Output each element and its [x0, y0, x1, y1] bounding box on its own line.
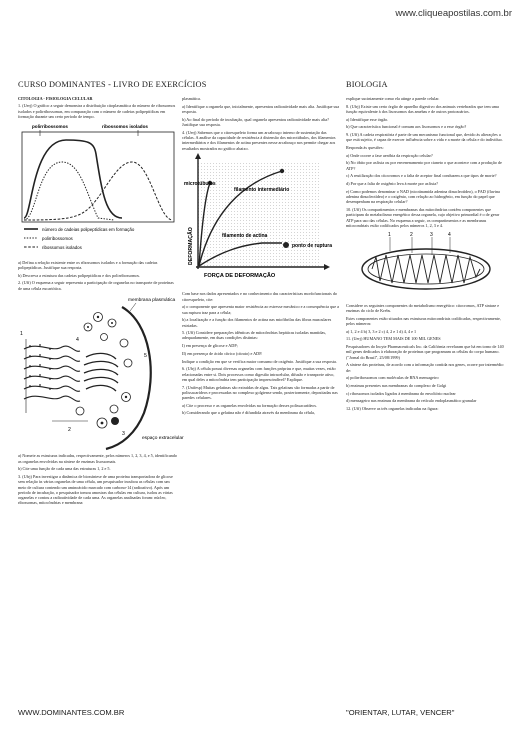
column-3	[346, 96, 506, 414]
label-microtubulos: microtúbulos	[184, 181, 216, 188]
q10-text: 10. (Uff) Os compartimentos e membranas das mitocôndrias contêm componentes que participam do metabolismo energético dessa organela, cujo objetivo primordial é o de gerar ATP para uso das células. No esquema a seguir, os compartimentos e as membranas mitocondriais estão codificados pelos números 1, 2, 3 e 4.	[346, 207, 500, 228]
page-header-right: BIOLOGIA	[346, 80, 388, 89]
q5-i: I) em presença de glicose e ADP;	[182, 343, 238, 349]
legend-cadeias: número de cadeias polipeptídicas em formação	[42, 226, 135, 232]
q9-d: d) Por que a falta de oxigênio leva à morte por asfixia?	[346, 181, 438, 187]
membrana-externa	[362, 249, 490, 289]
y-axis-label: DEFORMAÇÃO	[188, 227, 194, 266]
fig-number-1: 1	[20, 331, 23, 338]
footer-right: "ORIENTAR, LUTAR, VENCER"	[346, 708, 455, 717]
q3-cont: plasmática.	[182, 96, 201, 101]
q9-a: a) Onde ocorre a fase aeróbia da respiração celular?	[346, 152, 433, 158]
q7-text: 7. (Unifesp) Muitas gelatinas são extraídas de algas. Tais gelatinas são formadas a partir de polissacarídeos e processadas no complexo golgiense sendo, posteriormente, depositadas nas paredes celulares.	[182, 384, 338, 401]
q7-cont: explique sucintamente como ela atinge a parede celular.	[346, 96, 440, 101]
q1-b: b) Descreva a estrutura das cadeias polipeptídicas e dos polirribossomos.	[18, 272, 141, 278]
label-filamento-actina: filamento de actina	[222, 233, 268, 240]
q4-intro: Com base nos dados apresentados e no conhecimento das características morfofuncionais do citoesqueleto, cite:	[182, 291, 338, 302]
q1-graph	[18, 122, 178, 258]
fig-number-4: 4	[448, 231, 451, 238]
q1-a: a) Defina a relação existente entre os ribossomos isolados e a formação das cadeias polipeptídicas. Justifique sua resposta.	[18, 259, 158, 270]
q12-text: 12. (Uff) Observe as três organelas indicadas na figura:	[346, 405, 439, 411]
reticulo	[24, 346, 80, 401]
q4-b: b) a localização e a função dos filamentos de actina nas miofibrilas das fibras musculares estriadas.	[182, 317, 332, 328]
q5-ii: II) em presença de ácido cítrico (citrato) e ADP.	[182, 350, 263, 356]
q4-text: 4. (Uerj) Sabemos que o citoesqueleto forma um arcabouço interno de sustentação das células. A análise da capacidade de resistência à distensão dos microtúbulos, dos filamentos intermediários e dos filamentos de actina presentes nesse arcabouço nos permite chegar aos resultados mostrados no gráfico abaixo.	[182, 129, 336, 151]
q7-b: b) Considerando que a gelatina não é difundida através da membrana da célula,	[182, 410, 315, 416]
label-filamento-intermediario: filamento intermediário	[234, 187, 290, 194]
fig-number-4: 4	[76, 337, 79, 344]
label-polirribossomos: polirribossomos	[32, 123, 68, 129]
section-title: CITOLOGIA - FISIOLOGIA CELULAR	[18, 96, 93, 101]
column-2	[182, 96, 340, 418]
q10-cons: Considere os seguintes componentes do metabolismo energético: citocromos, ATP sintase e enzimas do ciclo de Krebs.	[346, 302, 500, 313]
q11-title: 11. (Uerj) HUMANO TEM MAIS DE 100 MIL GENES	[346, 336, 441, 342]
graph-frame	[22, 132, 174, 222]
label-ponto-ruptura: ponto de ruptura	[292, 243, 332, 250]
fig-number-1: 1	[388, 231, 391, 238]
fig-number-5: 5	[144, 353, 147, 360]
q11-d: d) mensageiro nas enzimas da membrana do retículo endoplasmático granular	[346, 398, 477, 404]
label-membrana: membrana plasmática	[128, 298, 176, 304]
q3-a: a) Identifique a organela que, inicialmente, apresentou radioatividade mais alta. Justifique sua resposta.	[182, 103, 340, 114]
legend-polirribossomos: polirribossomos	[42, 235, 73, 241]
vesicles	[76, 313, 132, 429]
q8-b: b) Que característica funcional é comum aos lisossomos e a esse órgão?	[346, 124, 467, 130]
x-axis-label: FORÇA DE DEFORMAÇÃO	[204, 273, 276, 280]
legend-ribossomos: ribossomos isolados	[42, 244, 82, 250]
q10-options: a) 1, 2 e 4 b) 3, 3 e 2 c) 4, 2 e 1 d) 4, 4 e 1	[346, 328, 417, 334]
q11-sintese: A síntese das proteínas, de acordo com a informação contida nos genes, ocorre por intermédio de:	[346, 362, 504, 373]
q3-b: b) Ao final do período de incubação, qual organela apresentou radioatividade mais alta? Justifique sua resposta.	[182, 116, 330, 127]
cristas	[372, 255, 480, 283]
q10-mitochondrion-figure	[346, 231, 506, 301]
q2-cell-figure	[18, 293, 184, 451]
q9-resp: Responda às questões:	[346, 145, 384, 151]
fig-number-3: 3	[430, 231, 433, 238]
q3-text: 3. (Ufrj) Para investigar a dinâmica de biossíntese de uma proteína transportadora de glicose sem relação às várias organelas de uma célula, um pesquisador incubou as células com um meio de cultura contendo um aminoácido marcado com carbono-14 (radioativo). Após um período de incubação, o pesquisador tomou amostras das células em cultura, isolou as várias organelas e contou a radioatividade de cada uma. As organelas analisadas foram: núcleo, ribossomas, mitocôndrias e membrana	[18, 473, 173, 506]
column-1	[18, 96, 184, 508]
fig-number-2: 2	[68, 427, 71, 434]
q4-a: a) o componente que apresenta maior resistência ao estresse mecânico e a consequência que a sua ruptura traz para a célula;	[182, 304, 339, 315]
q11-a: a) polirribossomos com moléculas de RNA mensageiro	[346, 375, 439, 381]
q2-b: b) Cite uma função de cada uma das estruturas 1, 2 e 5.	[18, 466, 111, 472]
curve-cadeias	[24, 140, 122, 218]
q1-text: 1. (Uerj) O gráfico a seguir demonstra a distribuição citoplasmática do número de ribossomos isolados e polirribossomas, em comparação com o número de cadeias polipeptídicas em formação durante um certo período de tempo.	[18, 103, 176, 119]
q7-a: a) Cite o processo e as organelas envolvidas na formação desses polissacarídeos.	[182, 402, 318, 408]
q11-c: c) ribossomos isolados ligados à membrana do envoltório nuclear	[346, 390, 456, 396]
q11-text: Pesquisadores do Incyte Pharmaceuticals Inc. da Califórnia revelaram que há em torno de 140 mil genes dedicados à elaboração de proteínas que programam as células do corpo humano. ("Jornal do Brasil", 25/08/1999)	[346, 343, 504, 360]
q2-a: a) Nomeie as estruturas indicadas, respectivamente, pelos números 1, 2, 3, 4, e 5, identificando as organelas envolvidas na síntese de enzimas lisossomais.	[18, 453, 177, 464]
q10-ask: Estes componentes estão situados nas estruturas mitocondriais codificadas, respectivamente, pelos números:	[346, 315, 501, 326]
label-ribossomos-isolados: ribossomos isolados	[102, 123, 148, 129]
q11-b: b) enzimas presentes nas membranas do complexo de Golgi	[346, 382, 447, 388]
golgi	[84, 354, 118, 392]
q6-text: 6. (Ufrj) A célula possui diversas organelas com funções próprias e que, muitas vezes, estão relacionadas entre si. Dois processos como digestão intracelular, difusão e transporte ativo, em qual deles a mitocôndria tem participação imprescindível? Explique.	[182, 366, 336, 382]
q9-b: b) No óbito por asfixia ou por envenenamento por cianeto o que acontece com a produção de ATP?	[346, 160, 502, 171]
site-url[interactable]: www.cliqueapostilas.com.br	[395, 8, 512, 19]
q9-c: c) A reutilização dos citocromos e a falta de aceptor final conduzem a que tipos de morte?	[346, 173, 497, 179]
label-espaco-extracelular: espaço extracelular	[142, 436, 184, 442]
q9-e: e) Como podemos denominar o NAD (nicotinamida adenina dinucleotídeo), o FAD (flavina adenina dinucleotídeo) e o oxigênio, com relação ao hidrogênio, em função do papel que desempenham na respiração celular?	[346, 188, 500, 205]
fig-number-3: 3	[122, 431, 125, 438]
q8-text: 8. (Ufrj) Existe um certo órgão de aparelho digestivo dos animais vertebrados que tem uma função equivalente à dos lisossomos das amebas e de outros protozoários.	[346, 103, 499, 114]
q9-text: 9. (Uff) A cadeia respiratória é parte de um mecanismo funcional que, devido às alterações a que está sujeito, é capaz de exercer influência sobre a vida e a morte da célula e do indivíduo.	[346, 132, 503, 143]
footer-left[interactable]: WWW.DOMINANTES.COM.BR	[18, 708, 125, 717]
q8-a: a) Identifique esse órgão.	[346, 116, 389, 122]
page-header-left: CURSO DOMINANTES - LIVRO DE EXERCÍCIOS	[18, 80, 207, 89]
membrane-plasmatica	[106, 307, 151, 449]
q4-graph	[182, 153, 340, 289]
q5-text: 5. (Uff) Considere preparações idênticas de mitocôndrias hepáticas isoladas mantidas, adequadamente, em duas condições distintas:	[182, 330, 326, 341]
graph-shaded-area	[198, 161, 320, 267]
q2-text: 2. (Uff) O esquema a seguir representa a participação de organelas no transporte de proteínas de uma célula eucariótica.	[18, 280, 174, 291]
q5-ask: Indique a condição em que se verifica maior consumo de oxigênio. Justifique a sua resposta.	[182, 358, 337, 364]
ponto-ruptura-marker	[283, 242, 289, 248]
fig-number-2: 2	[410, 231, 413, 238]
